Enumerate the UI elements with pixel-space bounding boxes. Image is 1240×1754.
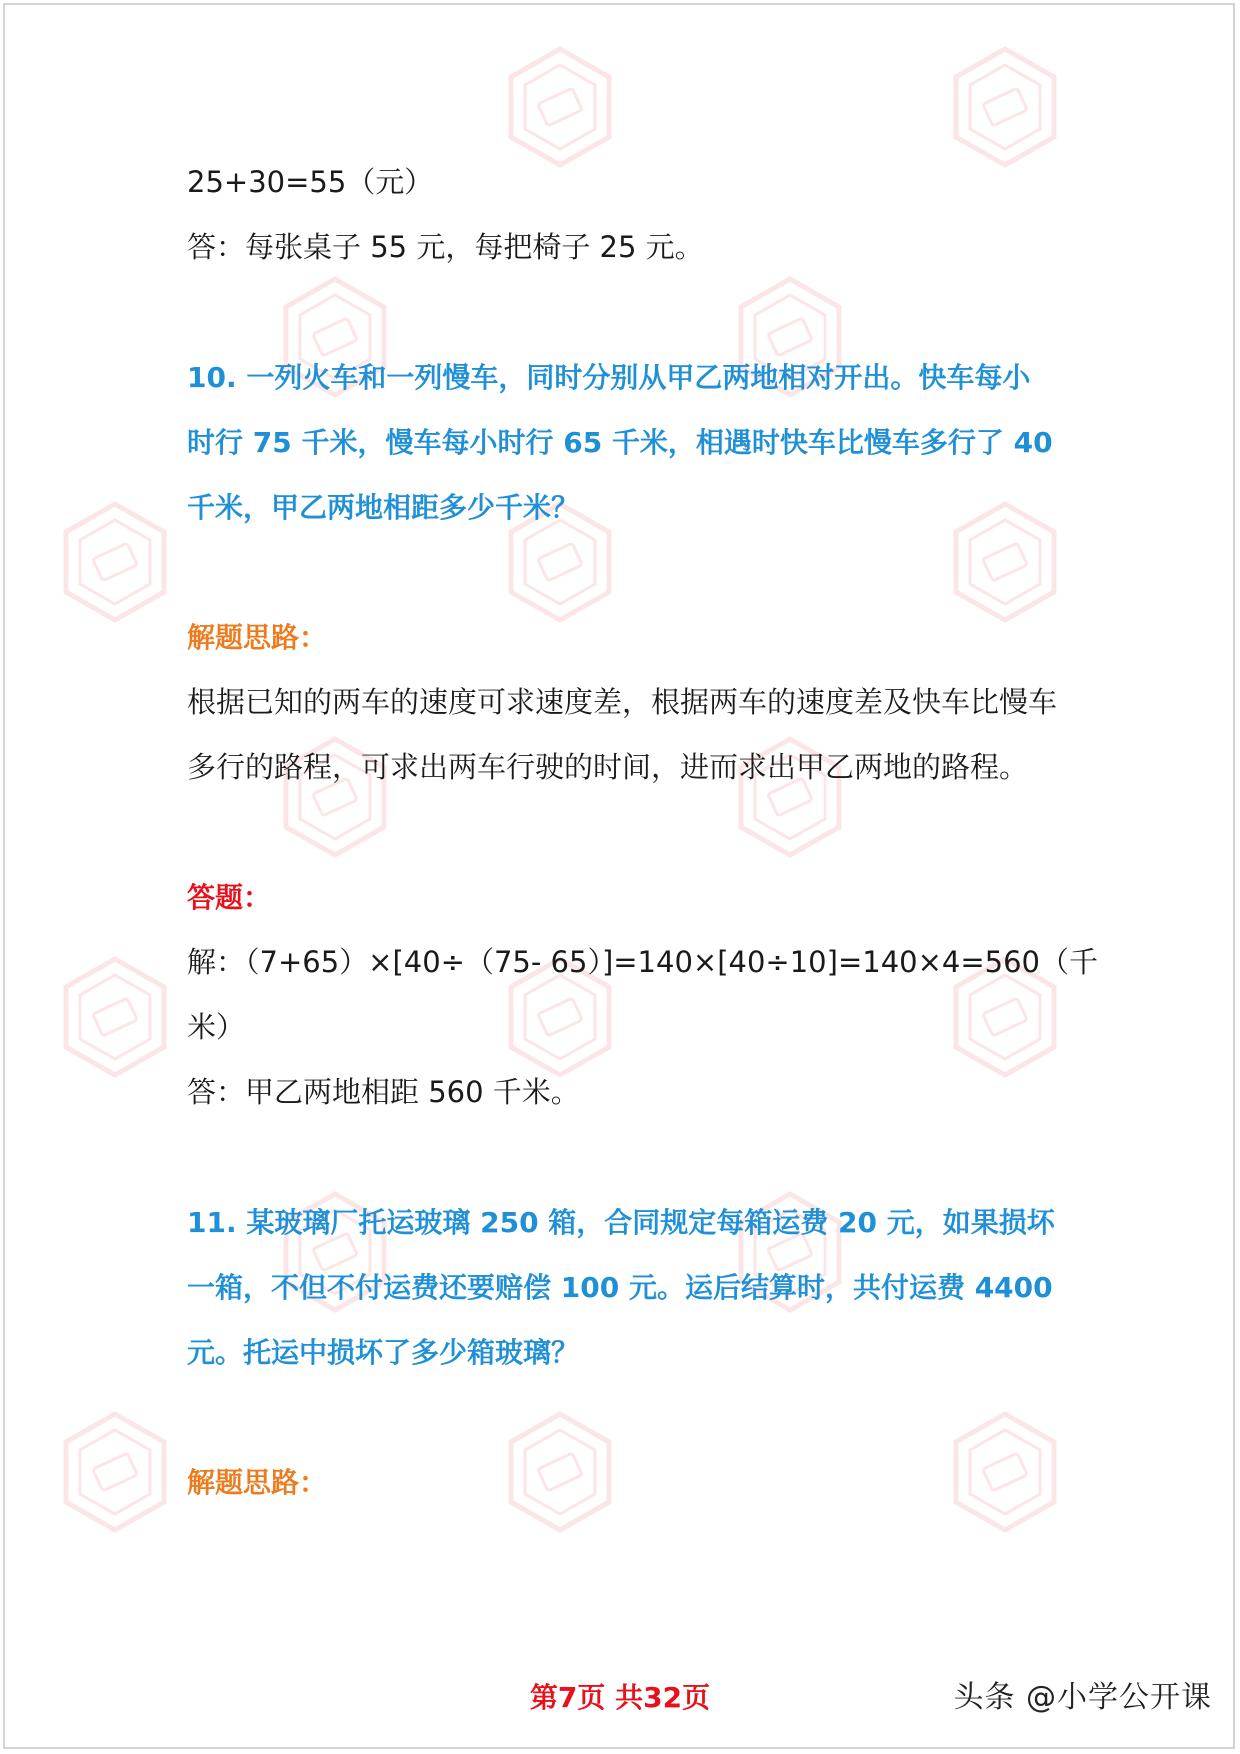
spacer bbox=[187, 540, 1057, 605]
question-title-line: 千米，甲乙两地相距多少千米？ bbox=[187, 491, 580, 524]
idea-line: 多行的路程，可求出两车行驶的时间，进而求出甲乙两地的路程。 bbox=[187, 750, 1029, 784]
question-title-line: 时行 75 千米，慢车每小时行 65 千米，相遇时快车比慢车多行了 40 bbox=[187, 426, 1053, 459]
idea-line: 根据已知的两车的速度可求速度差，根据两车的速度差及快车比慢车 bbox=[187, 685, 1058, 719]
source-watermark-text: 头条 @小学公开课 bbox=[953, 1680, 1212, 1715]
calc-line: 25+30=55（元） bbox=[187, 165, 434, 199]
answer-line: 答：每张桌子 55 元，每把椅子 25 元。 bbox=[187, 230, 704, 264]
solution-line: 解：（7+65）×[40÷（75- 65）]=140×[40÷10]=140×4=560（千 bbox=[187, 945, 1098, 979]
spacer bbox=[187, 800, 1057, 865]
spacer bbox=[187, 1385, 1057, 1450]
spacer bbox=[187, 280, 1057, 345]
question-10 bbox=[187, 345, 1098, 1125]
solution-line: 米） bbox=[187, 1010, 246, 1044]
answer-heading: 答题： bbox=[187, 881, 272, 914]
document-body bbox=[187, 150, 1098, 1515]
question-title-line: 元。托运中损坏了多少箱玻璃？ bbox=[187, 1336, 580, 1369]
question-title-line: 11. 某玻璃厂托运玻璃 250 箱，合同规定每箱运费 20 元，如果损坏 bbox=[187, 1206, 1055, 1239]
idea-heading: 解题思路： bbox=[187, 1466, 328, 1499]
spacer bbox=[187, 1125, 1057, 1190]
question-title-line: 10. 一列火车和一列慢车，同时分别从甲乙两地相对开出。快车每小 bbox=[187, 361, 1031, 394]
question-title-line: 一箱，不但不付运费还要赔偿 100 元。运后结算时，共付运费 4400 bbox=[187, 1271, 1053, 1304]
question-11 bbox=[187, 1190, 1057, 1515]
page-indicator: 第7页 共32页 bbox=[529, 1681, 711, 1714]
answer-line: 答：甲乙两地相距 560 千米。 bbox=[187, 1075, 580, 1109]
idea-heading: 解题思路： bbox=[187, 621, 328, 654]
